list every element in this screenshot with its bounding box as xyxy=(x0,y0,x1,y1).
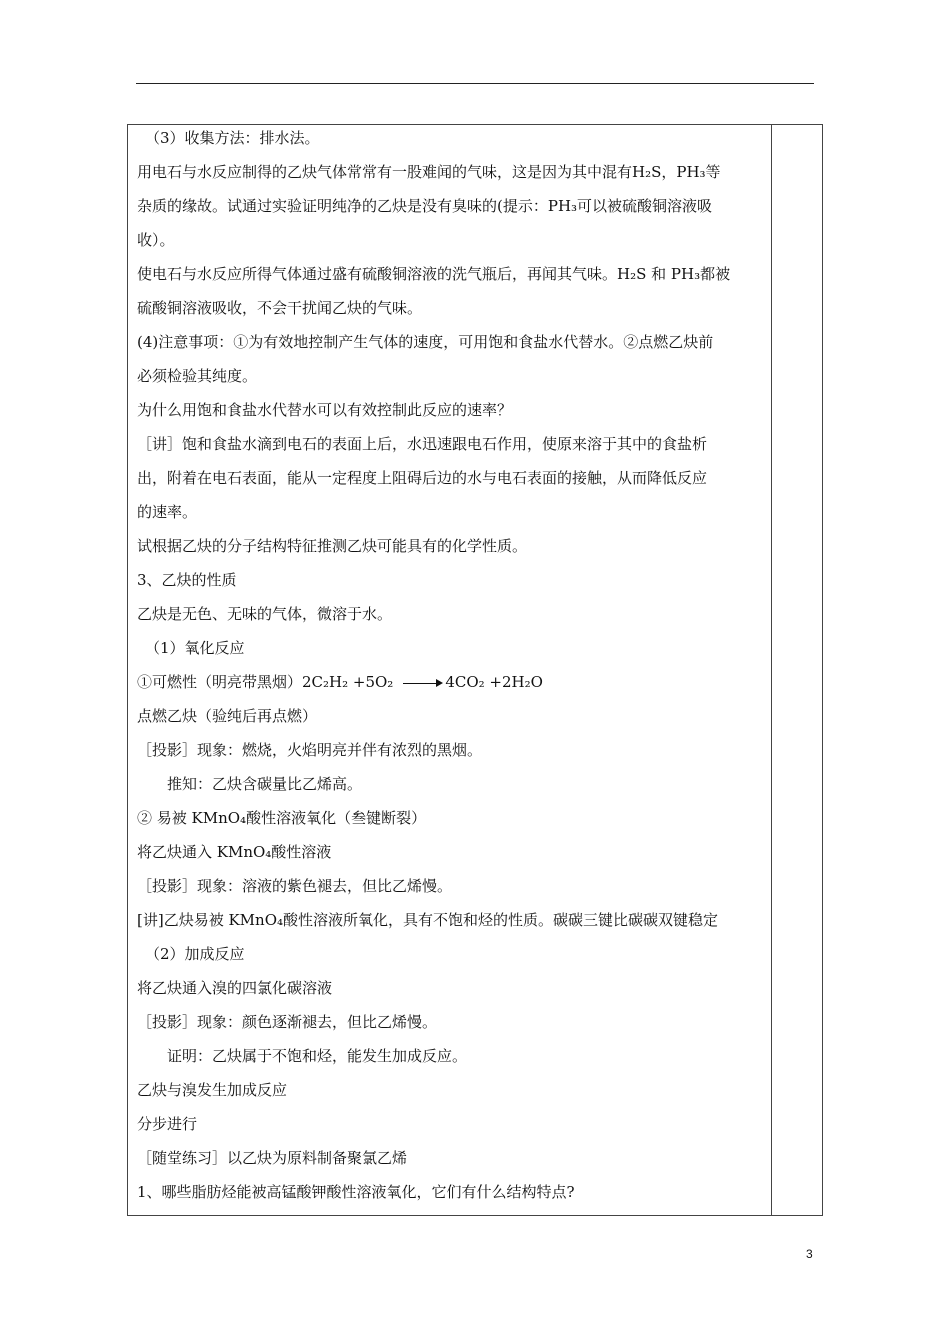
proof-line: 证明：乙炔属于不饱和烃，能发生加成反应。 xyxy=(167,1047,468,1065)
precautions-line-1: (4)注意事项：①为有效地控制产生气体的速度，可用饱和食盐水代替水。②点燃乙炔前 xyxy=(137,333,714,351)
page-number: 3 xyxy=(806,1247,813,1261)
lecture-line-3: 的速率。 xyxy=(137,503,198,521)
stepwise-line: 分步进行 xyxy=(137,1115,198,1133)
washing-paragraph-line-1: 使电石与水反应所得气体通过盛有硫酸铜溶液的洗气瓶后，再闻其气味。H₂S 和 PH₃都被 xyxy=(137,265,731,283)
section-heading-properties: 3、乙炔的性质 xyxy=(137,571,237,589)
lecture-kmno4-line: [讲]乙炔易被 KMnO₄酸性溶液所氧化，具有不饱和烃的性质。碳碳三键比碳碳双键稳定 xyxy=(137,911,719,929)
table-column-divider xyxy=(771,124,772,1216)
projection-bromine-line: ［投影］现象：颜色逐渐褪去，但比乙烯慢。 xyxy=(137,1013,438,1031)
bromine-addition-line: 乙炔与溴发生加成反应 xyxy=(137,1081,288,1099)
collection-method-line: （3）收集方法：排水法。 xyxy=(145,129,320,147)
projection-kmno4-line: ［投影］现象：溶液的紫色褪去，但比乙烯慢。 xyxy=(137,877,453,895)
subheading-oxidation: （1）氧化反应 xyxy=(145,639,245,657)
physical-properties-line: 乙炔是无色、无味的气体，微溶于水。 xyxy=(137,605,393,623)
kmno4-experiment-line: 将乙炔通入 KMnO₄酸性溶液 xyxy=(137,843,332,861)
impurity-paragraph-line-3: 收）。 xyxy=(137,231,175,249)
practice-question-1: 1、哪些脂肪烃能被高锰酸钾酸性溶液氧化，它们有什么结构特点? xyxy=(137,1183,575,1201)
inference-prompt-line: 试根据乙炔的分子结构特征推测乙炔可能具有的化学性质。 xyxy=(137,537,528,555)
subheading-addition: （2）加成反应 xyxy=(145,945,245,963)
question-line: 为什么用饱和食盐水代替水可以有效控制此反应的速率？ xyxy=(137,401,513,419)
impurity-paragraph-line-2: 杂质的缘故。试通过实验证明纯净的乙炔是没有臭味的(提示：PH₃可以被硫酸铜溶液吸 xyxy=(137,197,713,215)
kmno4-oxidation-line: ② 易被 KMnO₄酸性溶液氧化（叁键断裂） xyxy=(137,809,427,827)
lecture-line-1: ［讲］饱和食盐水滴到电石的表面上后，水迅速跟电石作用，使原来溶于其中的食盐析 xyxy=(137,435,708,453)
equation-products: 4CO₂ +2H₂O xyxy=(445,673,543,691)
combustion-equation xyxy=(137,672,543,692)
reaction-arrow-icon xyxy=(403,678,443,688)
bromine-experiment-line: 将乙炔通入溴的四氯化碳溶液 xyxy=(137,979,333,997)
precautions-line-2: 必须检验其纯度。 xyxy=(137,367,258,385)
practice-heading-line: ［随堂练习］以乙炔为原料制备聚氯乙烯 xyxy=(137,1149,408,1167)
washing-paragraph-line-2: 硫酸铜溶液吸收，不会干扰闻乙炔的气味。 xyxy=(137,299,423,317)
ignite-note-line: 点燃乙炔（验纯后再点燃） xyxy=(137,707,318,725)
impurity-paragraph-line-1: 用电石与水反应制得的乙炔气体常常有一股难闻的气味，这是因为其中混有H₂S，PH₃等 xyxy=(137,163,721,181)
equation-reactants: ①可燃性（明亮带黑烟）2C₂H₂ +5O₂ xyxy=(137,673,394,691)
lecture-line-2: 出，附着在电石表面，能从一定程度上阻碍后边的水与电石表面的接触，从而降低反应 xyxy=(137,469,708,487)
projection-combustion-line: ［投影］现象：燃烧，火焰明亮并伴有浓烈的黑烟。 xyxy=(137,741,483,759)
inference-carbon-line: 推知：乙炔含碳量比乙烯高。 xyxy=(167,775,363,793)
header-rule xyxy=(136,83,814,84)
